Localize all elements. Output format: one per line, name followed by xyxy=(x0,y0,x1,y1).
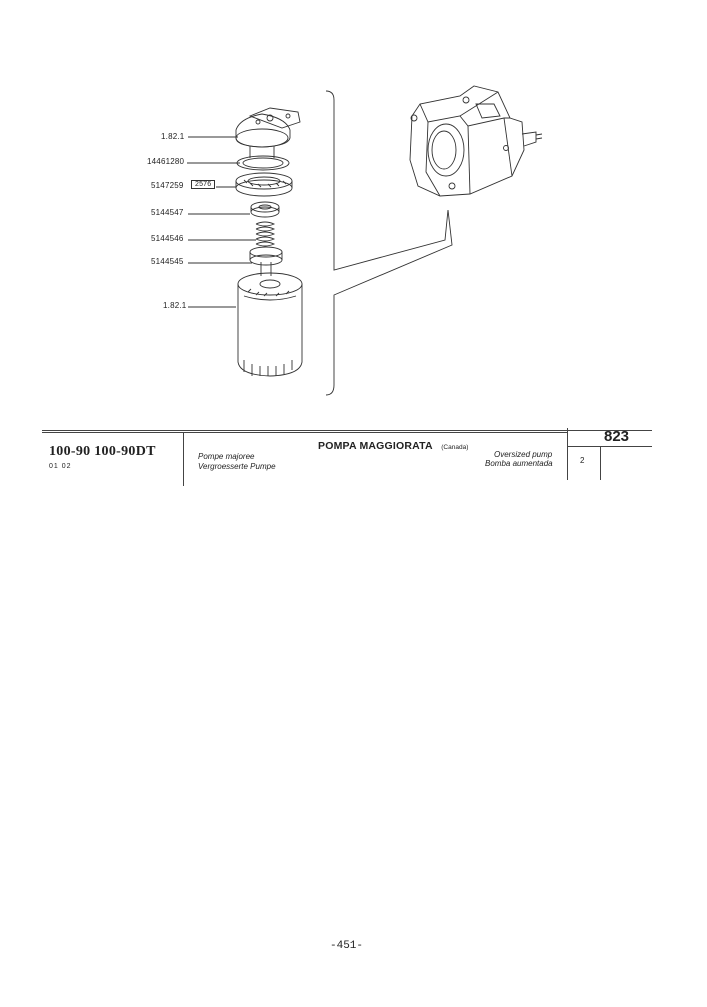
part-label-ring: 14461280 xyxy=(147,157,185,166)
model-codes: 01 02 xyxy=(49,463,72,470)
part-label-cover: 1.82.1 xyxy=(161,132,185,141)
header-top-rule xyxy=(42,430,652,431)
portuguese-description: Bomba aumentada xyxy=(485,459,553,468)
title-note: (Canada) xyxy=(441,444,469,451)
page-number-rule xyxy=(567,446,652,447)
title-text: POMPA MAGGIORATA xyxy=(318,440,433,452)
part-label-filter: 1.82.1 xyxy=(163,301,187,310)
sub-number: 2 xyxy=(580,456,585,465)
sub-number-divider xyxy=(600,446,601,480)
part-label-nut: 5144545 xyxy=(151,257,184,266)
part-label-washer: 5144547 xyxy=(151,208,184,217)
parts-diagram xyxy=(0,0,707,420)
header-second-rule xyxy=(42,432,567,433)
model-names: 100-90 100-90DT xyxy=(49,444,156,459)
part-box-label: 2576 xyxy=(191,180,215,189)
header-divider-right xyxy=(567,428,568,480)
page-title xyxy=(318,436,468,454)
german-description: Vergroesserte Pumpe xyxy=(198,462,276,471)
footer-page-number: -451- xyxy=(330,940,364,952)
header-divider-left xyxy=(183,432,184,486)
english-description: Oversized pump xyxy=(494,450,553,459)
part-label-spring: 5144546 xyxy=(151,234,184,243)
catalog-page-number: 823 xyxy=(604,428,630,445)
french-description: Pompe majoree xyxy=(198,452,255,461)
part-label-bearing: 5147259 xyxy=(151,181,184,190)
